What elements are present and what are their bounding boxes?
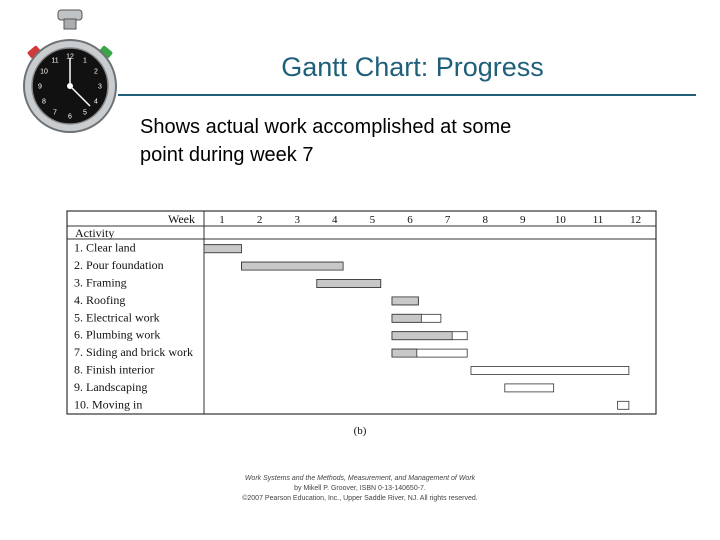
week-tick-label: 7	[444, 214, 451, 226]
week-header: Week	[167, 212, 195, 226]
dial-number: 11	[51, 57, 59, 65]
dial-number: 2	[94, 68, 98, 76]
progress-bar	[392, 349, 417, 357]
progress-bar	[392, 297, 418, 305]
activity-label: 10. Moving in	[74, 397, 143, 412]
week-tick-label: 2	[256, 214, 263, 226]
footer-line-2: by Mikell P. Groover, ISBN 0-13-140650-7.	[294, 485, 426, 492]
progress-bar	[242, 262, 344, 270]
footer-line-3: ©2007 Pearson Education, Inc., Upper Saddle River, NJ. All rights reserved.	[242, 495, 478, 502]
week-tick-label: 8	[482, 214, 488, 226]
activity-label: 8. Finish interior	[74, 362, 155, 377]
progress-bar	[392, 332, 452, 340]
week-tick-label: 3	[294, 214, 300, 226]
week-tick-label: 6	[407, 214, 413, 226]
slide-title: Gantt Chart: Progress	[281, 52, 544, 82]
body-text-line-2: point during week 7	[140, 144, 314, 166]
activity-header: Activity	[75, 226, 115, 240]
dial-number: 9	[38, 83, 42, 91]
activity-label: 6. Plumbing work	[74, 327, 161, 342]
activity-bar	[505, 384, 554, 392]
activity-bar	[471, 367, 629, 375]
activity-label: 5. Electrical work	[74, 310, 160, 325]
activity-label: 1. Clear land	[74, 240, 136, 255]
activity-label: 3. Framing	[74, 275, 127, 290]
progress-bar	[317, 280, 381, 288]
dial-number: 7	[53, 109, 57, 117]
progress-bar	[392, 314, 421, 322]
dial-number: 5	[83, 109, 87, 117]
chart-caption: (b)	[353, 425, 367, 437]
dial-number: 10	[40, 68, 48, 76]
footer-line-1: Work Systems and the Methods, Measurement, and Management of Work	[244, 475, 476, 482]
dial-number: 6	[68, 113, 72, 121]
dial-number: 12	[66, 53, 74, 61]
week-tick-label: 4	[332, 214, 338, 226]
dial-number: 1	[83, 57, 87, 65]
body-text-line-1: Shows actual work accomplished at some	[140, 116, 512, 138]
dial-number: 3	[98, 83, 102, 91]
week-tick-label: 9	[520, 214, 526, 226]
dial-number: 4	[94, 98, 98, 106]
week-tick-label: 12	[630, 214, 642, 226]
week-tick-label: 10	[554, 214, 566, 226]
progress-bar	[204, 245, 242, 253]
activity-label: 4. Roofing	[74, 292, 126, 307]
week-tick-label: 5	[369, 214, 376, 226]
activity-label: 2. Pour foundation	[74, 258, 164, 273]
activity-label: 9. Landscaping	[74, 379, 148, 394]
dial-number: 8	[42, 98, 46, 106]
activity-label: 7. Siding and brick work	[74, 345, 193, 360]
week-tick-label: 11	[592, 214, 604, 226]
week-tick-label: 1	[219, 214, 225, 226]
footer-credit	[200, 474, 520, 504]
activity-bar	[618, 401, 629, 409]
